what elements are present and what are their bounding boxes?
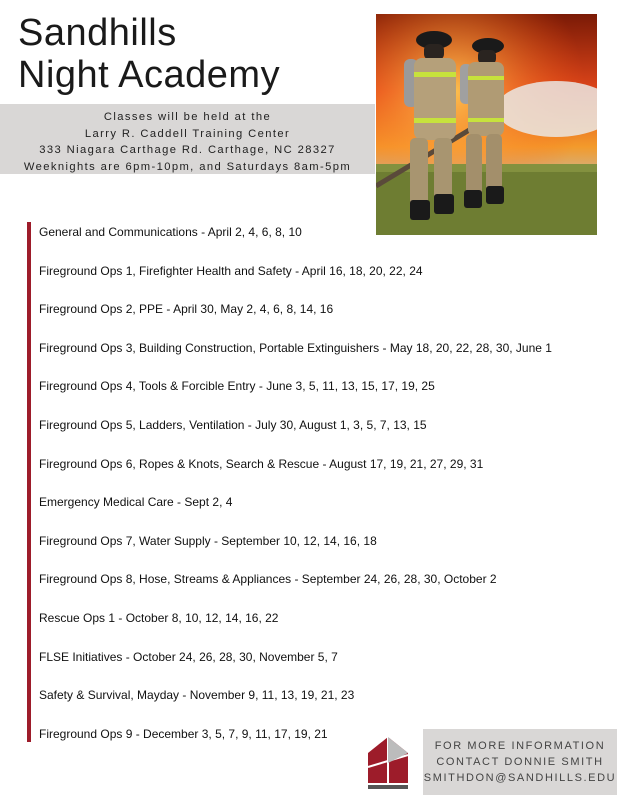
info-line-2: Larry R. Caddell Training Center [84, 127, 291, 140]
list-item: Fireground Ops 2, PPE - April 30, May 2, 4, 6, 8, 14, 16 [39, 302, 334, 317]
accent-bar [27, 222, 31, 742]
contact-box [423, 729, 617, 795]
list-item: Safety & Survival, Mayday - November 9, 11, 13, 19, 21, 23 [39, 688, 355, 703]
sandhills-logo-icon [364, 733, 412, 791]
list-item: Fireground Ops 5, Ladders, Ventilation - July 30, August 1, 3, 5, 7, 13, 15 [39, 418, 427, 432]
list-item: Emergency Medical Care - Sept 2, 4 [39, 495, 233, 510]
list-item: Fireground Ops 1, Firefighter Health and Safety - April 16, 18, 20, 22, 24 [39, 263, 423, 278]
firefighters-photo [376, 14, 597, 235]
title-line-2: Night Academy [18, 54, 281, 96]
list-item: Fireground Ops 4, Tools & Forcible Entry - June 3, 5, 11, 13, 15, 17, 19, 25 [39, 379, 435, 394]
location-info-band [0, 104, 375, 174]
list-item: Fireground Ops 3, Building Construction, Portable Extinguishers - May 18, 20, 22, 28, 30, June 1 [39, 340, 552, 355]
title-line-1: Sandhills [18, 12, 177, 54]
contact-email: SMITHDON@SANDHILLS.EDU [423, 772, 617, 784]
list-item: Rescue Ops 1 - October 8, 10, 12, 14, 16, 22 [39, 611, 279, 625]
list-item: Fireground Ops 6, Ropes & Knots, Search & Rescue - August 17, 19, 21, 27, 29, 31 [39, 456, 484, 471]
info-line-1: Classes will be held at the [103, 111, 272, 123]
list-item: Fireground Ops 8, Hose, Streams & Appliances - September 24, 26, 28, 30, October 2 [39, 572, 497, 587]
list-item: Fireground Ops 9 - December 3, 5, 7, 9, 11, 17, 19, 21 [39, 726, 328, 741]
list-item: FLSE Initiatives - October 24, 26, 28, 30, November 5, 7 [39, 649, 338, 664]
list-item: Fireground Ops 7, Water Supply - September 10, 12, 14, 16, 18 [39, 533, 377, 548]
info-line-4: Weeknights are 6pm-10pm, and Saturdays 8am-5pm [23, 160, 352, 173]
page-title [18, 12, 280, 96]
contact-line-2: CONTACT DONNIE SMITH [436, 756, 604, 768]
list-item: General and Communications - April 2, 4, 6, 8, 10 [39, 225, 302, 239]
info-line-3: 333 Niagara Carthage Rd. Carthage, NC 28327 [39, 144, 336, 156]
contact-line-1: FOR MORE INFORMATION [434, 740, 606, 752]
